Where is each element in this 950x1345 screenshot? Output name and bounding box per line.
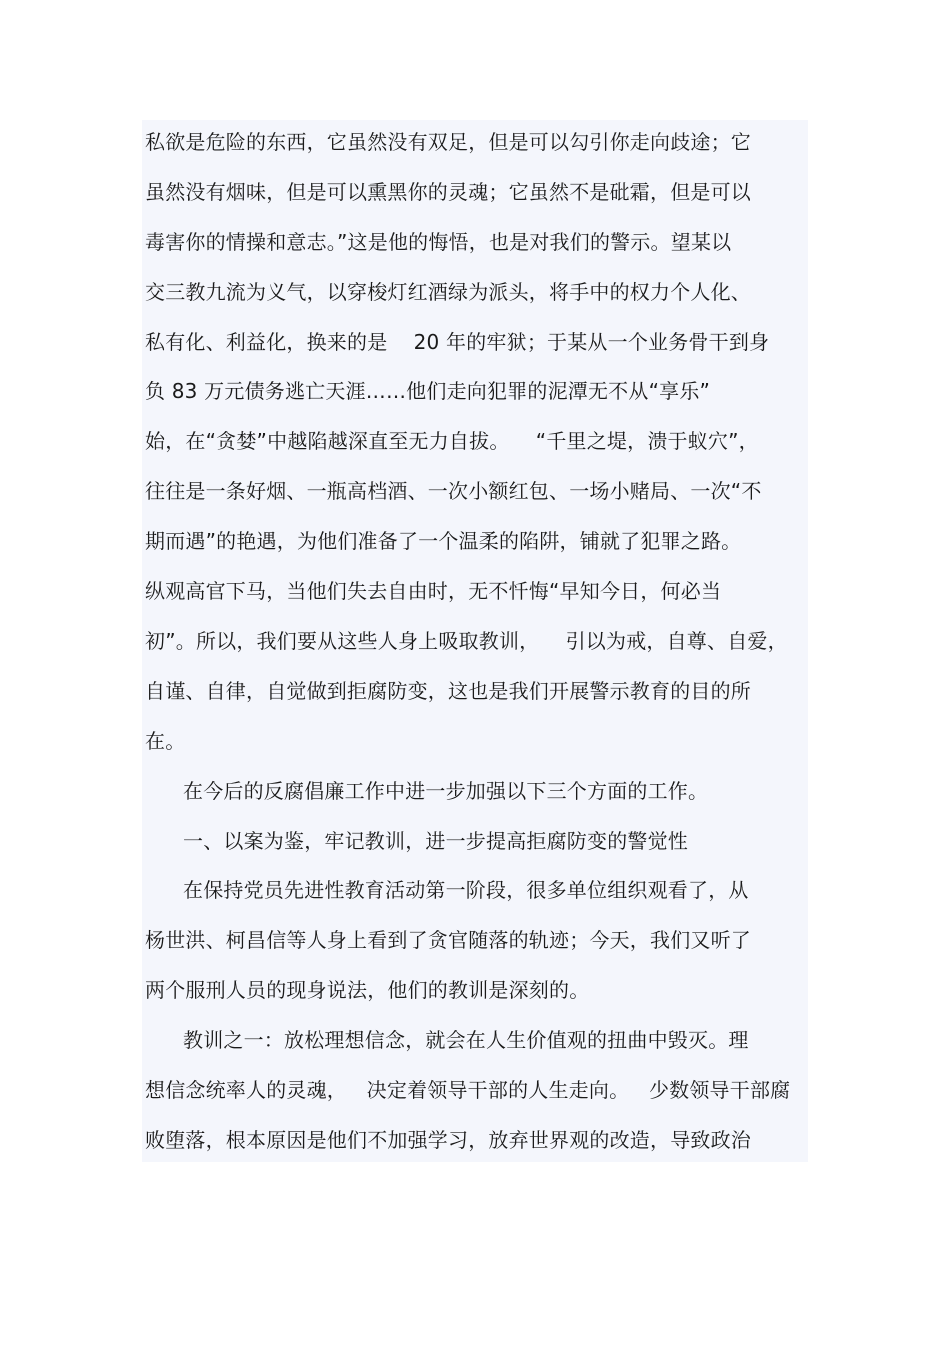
text-line: 在。: [145, 729, 186, 753]
text-line: 私有化、利益化，换来的是 20 年的牢狱；于某从一个业务骨干到身: [145, 330, 770, 354]
text-line: 败堕落，根本原因是他们不加强学习，放弃世界观的改造，导致政治: [145, 1128, 751, 1152]
text-line: 在保持党员先进性教育活动第一阶段，很多单位组织观看了，从: [183, 878, 749, 902]
text-line: 往往是一条好烟、一瓶高档酒、一次小额红包、一场小赌局、一次“不: [145, 479, 762, 503]
text-line: 在今后的反腐倡廉工作中进一步加强以下三个方面的工作。: [183, 779, 709, 803]
text-line: 教训之一：放松理想信念，就会在人生价值观的扭曲中毁灭。理: [183, 1028, 749, 1052]
text-line: 始，在“贪婪”中越陷越深直至无力自拔。 “千里之堤，溃于蚁穴”，: [145, 429, 759, 453]
text-line: 初”。所以，我们要从这些人身上吸取教训， 引以为戒，自尊、自爱，: [145, 629, 788, 653]
text-line: 杨世洪、柯昌信等人身上看到了贪官随落的轨迹；今天，我们又听了: [145, 928, 751, 952]
text-line: 毒害你的情操和意志。”这是他的悔悟，也是对我们的警示。望某以: [145, 230, 732, 254]
text-line: 虽然没有烟味，但是可以熏黑你的灵魂；它虽然不是砒霜，但是可以: [145, 180, 751, 204]
text-line: 纵观高官下马，当他们失去自由时，无不忏悔“早知今日，何必当: [145, 579, 722, 603]
text-line: 自谨、自律，自觉做到拒腐防变，这也是我们开展警示教育的目的所: [145, 679, 751, 703]
text-line: 想信念统率人的灵魂， 决定着领导干部的人生走向。 少数领导干部腐: [145, 1078, 791, 1102]
section-heading: 一、以案为鉴，牢记教训，进一步提高拒腐防变的警觉性: [183, 829, 688, 853]
text-line: 两个服刑人员的现身说法，他们的教训是深刻的。: [145, 978, 590, 1002]
text-line: 负 83 万元债务逃亡天涯……他们走向犯罪的泥潭无不从“享乐”: [145, 379, 711, 403]
text-line: 私欲是危险的东西，它虽然没有双足，但是可以勾引你走向歧途；它: [145, 130, 751, 154]
text-line: 期而遇”的艳遇，为他们准备了一个温柔的陷阱，铺就了犯罪之路。: [145, 529, 742, 553]
text-line: 交三教九流为义气，以穿梭灯红酒绿为派头，将手中的权力个人化、: [145, 280, 751, 304]
